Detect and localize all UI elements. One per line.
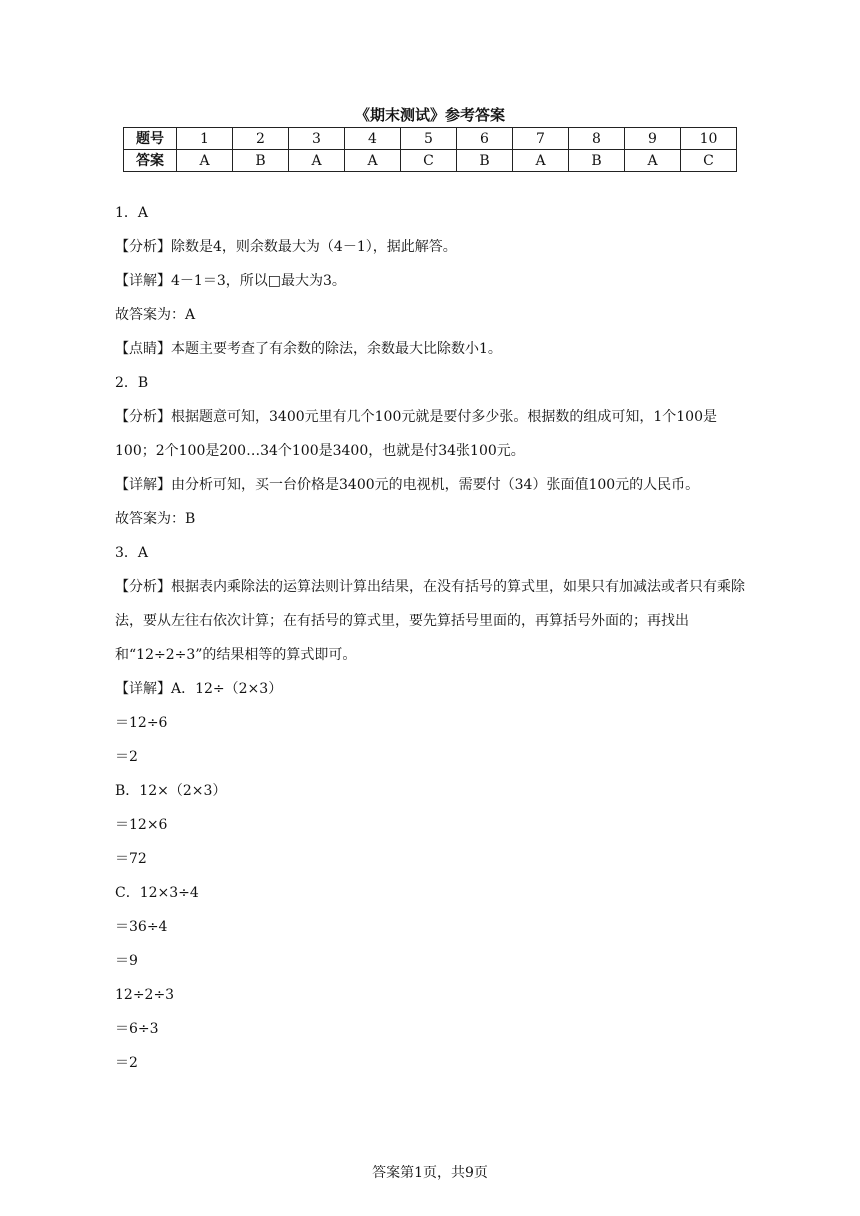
question-number: 3．A bbox=[115, 545, 149, 561]
table-cell: A bbox=[625, 150, 681, 172]
comment-text: 【点睛】本题主要考查了有余数的除法，余数最大比除数小1。 bbox=[115, 341, 502, 357]
table-cell: 9 bbox=[625, 128, 681, 150]
final-answer-text: 故答案为：A bbox=[115, 307, 196, 323]
table-cell: 5 bbox=[401, 128, 457, 150]
table-cell: 4 bbox=[345, 128, 401, 150]
table-cell: A bbox=[345, 150, 401, 172]
table-cell: 6 bbox=[457, 128, 513, 150]
table-cell: 10 bbox=[681, 128, 737, 150]
calculation-step: ＝9 bbox=[115, 953, 138, 969]
table-header-cell: 答案 bbox=[124, 150, 177, 172]
table-cell: B bbox=[457, 150, 513, 172]
question-number: 2．B bbox=[115, 375, 149, 391]
calculation-step: C．12×3÷4 bbox=[115, 885, 199, 901]
question-number: 1．A bbox=[115, 205, 149, 221]
calculation-step: 12÷2÷3 bbox=[115, 987, 175, 1003]
table-cell: B bbox=[233, 150, 289, 172]
analysis-text: 【分析】根据题意可知，3400元里有几个100元就是要付多少张。根据数的组成可知，1个100是100；2个100是200…34个100是3400，也就是付34张100元。 bbox=[115, 409, 717, 459]
table-cell: A bbox=[289, 150, 345, 172]
solution-text: 【详解】4－1＝3，所以□最大为3。 bbox=[115, 273, 346, 289]
table-cell: 8 bbox=[569, 128, 625, 150]
table-header-cell: 题号 bbox=[124, 128, 177, 150]
table-cell: A bbox=[177, 150, 233, 172]
table-cell: B bbox=[569, 150, 625, 172]
calculation-step: ＝2 bbox=[115, 749, 138, 765]
calculation-step: ＝12÷6 bbox=[115, 715, 168, 731]
table-cell: 1 bbox=[177, 128, 233, 150]
calculation-step: B．12×（2×3） bbox=[115, 783, 227, 799]
answer-table bbox=[123, 127, 737, 172]
final-answer-text: 故答案为：B bbox=[115, 511, 196, 527]
solution-text: 【详解】由分析可知，买一台价格是3400元的电视机，需要付（34）张面值100元的人民币。 bbox=[115, 477, 700, 493]
page-title: 《期末测试》参考答案 bbox=[354, 106, 505, 124]
table-cell: A bbox=[513, 150, 569, 172]
answer-table-number-row bbox=[124, 128, 737, 150]
table-cell: 3 bbox=[289, 128, 345, 150]
calculation-step: ＝2 bbox=[115, 1055, 138, 1071]
analysis-text: 【分析】根据表内乘除法的运算法则计算出结果，在没有括号的算式里，如果只有加减法或者只有乘除法，要从左往右依次计算；在有括号的算式里，要先算括号里面的，再算括号外面的；再找出和“12÷2÷3”的结果相等的算式即可。 bbox=[115, 579, 745, 663]
answer-explanations bbox=[115, 196, 745, 1080]
analysis-text: 【分析】除数是4，则余数最大为（4－1），据此解答。 bbox=[115, 239, 457, 255]
table-cell: C bbox=[401, 150, 457, 172]
calculation-step: ＝72 bbox=[115, 851, 147, 867]
calculation-step: ＝36÷4 bbox=[115, 919, 168, 935]
solution-text: 【详解】A．12÷（2×3） bbox=[115, 681, 283, 697]
table-cell: 7 bbox=[513, 128, 569, 150]
answer-table-answer-row bbox=[124, 150, 737, 172]
table-cell: C bbox=[681, 150, 737, 172]
calculation-step: ＝12×6 bbox=[115, 817, 168, 833]
page-footer: 答案第1页，共9页 bbox=[372, 1165, 488, 1181]
table-cell: 2 bbox=[233, 128, 289, 150]
calculation-step: ＝6÷3 bbox=[115, 1021, 159, 1037]
